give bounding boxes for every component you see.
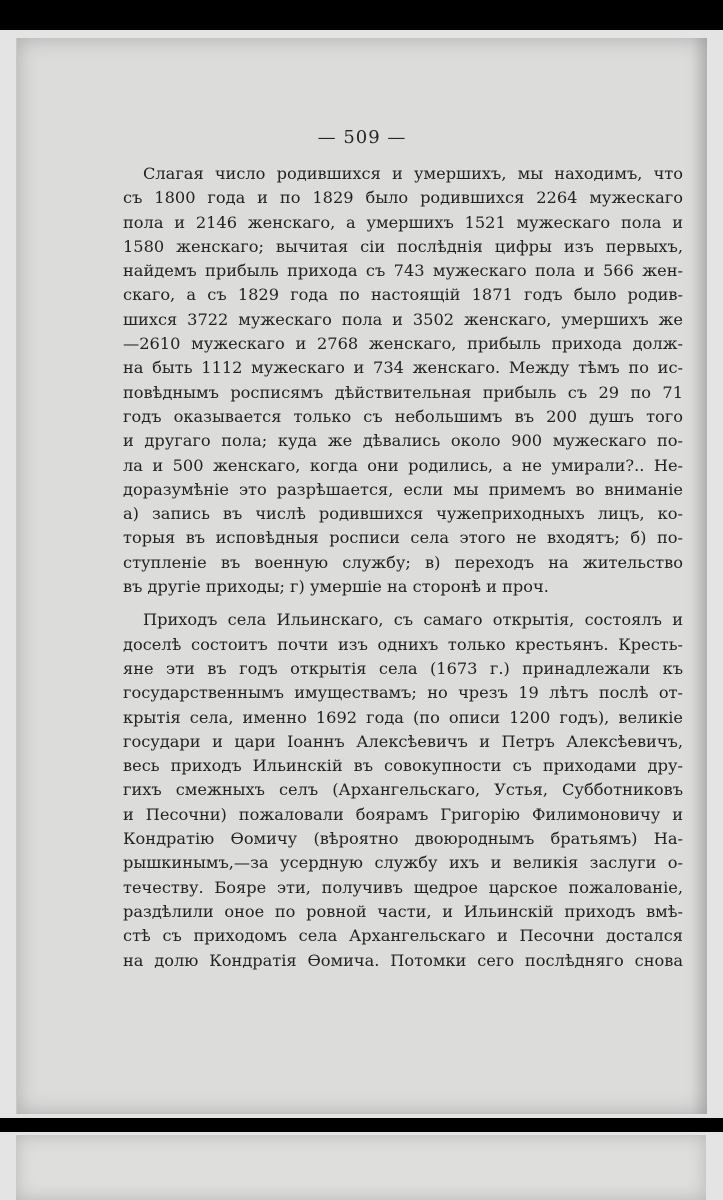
- text-line: доселѣ состоитъ почти изъ однихъ только крестьянъ. Кресть-: [123, 634, 683, 654]
- text-line: скаго, а съ 1829 года по настоящій 1871 годъ было родив-: [123, 285, 683, 305]
- text-line: рышкинымъ,—за усердную службу ихъ и великія заслуги о-: [123, 853, 683, 873]
- text-line: государи и цари Іоаннъ Алексѣевичъ и Петръ Алексѣевичъ,: [123, 731, 683, 751]
- page-text: [123, 162, 683, 973]
- text-line: стѣ съ приходомъ села Архангельскаго и Песочни достался: [123, 926, 683, 946]
- page-edge-shadow: [691, 38, 707, 1114]
- page-number: — 509 —: [317, 127, 407, 148]
- text-line: Кондратію Ѳомичу (вѣроятно двоюроднымъ братьямъ) На-: [123, 829, 683, 849]
- text-line: течеству. Бояре эти, получивъ щедрое царское пожалованіе,: [123, 877, 683, 897]
- text-line: гихъ смежныхъ селъ (Архангельскаго, Устья, Субботниковъ: [123, 780, 683, 800]
- top-black-bar: [0, 0, 723, 30]
- text-line: весь приходъ Ильинскій въ совокупности съ приходами дру-: [123, 756, 683, 776]
- bottom-black-bar: [0, 1118, 723, 1132]
- next-page-preview: [16, 1135, 706, 1200]
- text-line: шихся 3722 мужескаго пола и 3502 женскаго, умершихъ же: [123, 309, 683, 329]
- text-line: найдемъ прибыль прихода съ 743 мужескаго пола и 566 жен-: [123, 261, 683, 281]
- text-line: ступленіе въ военную службу; в) переходъ на жительство: [123, 552, 683, 572]
- text-line: а) запись въ числѣ родившихся чужеприходныхъ лицъ, ко-: [123, 504, 683, 524]
- text-line: повѣднымъ росписямъ дѣйствительная прибыль съ 29 по 71: [123, 382, 683, 402]
- text-line: 1580 женскаго; вычитая сіи послѣднія цифры изъ первыхъ,: [123, 236, 683, 256]
- text-line: пола и 2146 женскаго, а умершихъ 1521 мужескаго пола и: [123, 212, 683, 232]
- text-line: —2610 мужескаго и 2768 женскаго, прибыль прихода долж-: [123, 334, 683, 354]
- text-line: на долю Кондратія Ѳомича. Потомки сего послѣдняго снова: [123, 950, 683, 970]
- text-line: торыя въ исповѣдныя росписи села этого не входятъ; б) по-: [123, 528, 683, 548]
- text-line: Слагая число родившихся и умершихъ, мы находимъ, что: [143, 164, 683, 183]
- text-line: яне эти въ годъ открытія села (1673 г.) принадлежали къ: [123, 658, 683, 678]
- text-line: Приходъ села Ильинскаго, съ самаго открытія, состоялъ и: [143, 610, 683, 630]
- paragraph-1: [123, 162, 683, 599]
- text-line: и другаго пола; куда же дѣвались около 900 мужескаго по-: [123, 431, 683, 451]
- text-line: ла и 500 женскаго, когда они родились, а не умирали?.. Не-: [123, 455, 683, 475]
- text-line: и Песочни) пожаловали боярамъ Григорію Филимоновичу и: [123, 804, 683, 824]
- paragraph-gap: [123, 599, 683, 608]
- text-line: государственнымъ имуществамъ; но чрезъ 19 лѣтъ послѣ от-: [123, 683, 683, 703]
- paragraph-2: [123, 608, 683, 972]
- text-line: на быть 1112 мужескаго и 734 женскаго. Между тѣмъ по ис-: [123, 358, 683, 378]
- text-line: крытія села, именно 1692 года (по описи 1200 годъ), великіе: [123, 707, 683, 727]
- text-line: въ другіе приходы; г) умершіе на сторонѣ и проч.: [123, 577, 549, 597]
- text-line: съ 1800 года и по 1829 было родившихся 2264 мужескаго: [123, 188, 683, 208]
- book-page: [16, 38, 707, 1114]
- text-line: раздѣлили оное по ровной части, и Ильинскій приходъ вмѣ-: [123, 901, 683, 921]
- text-line: доразумѣніе это разрѣшается, если мы примемъ во вниманіе: [123, 479, 683, 499]
- text-line: годъ оказывается только съ небольшимъ въ 200 душъ того: [123, 406, 683, 426]
